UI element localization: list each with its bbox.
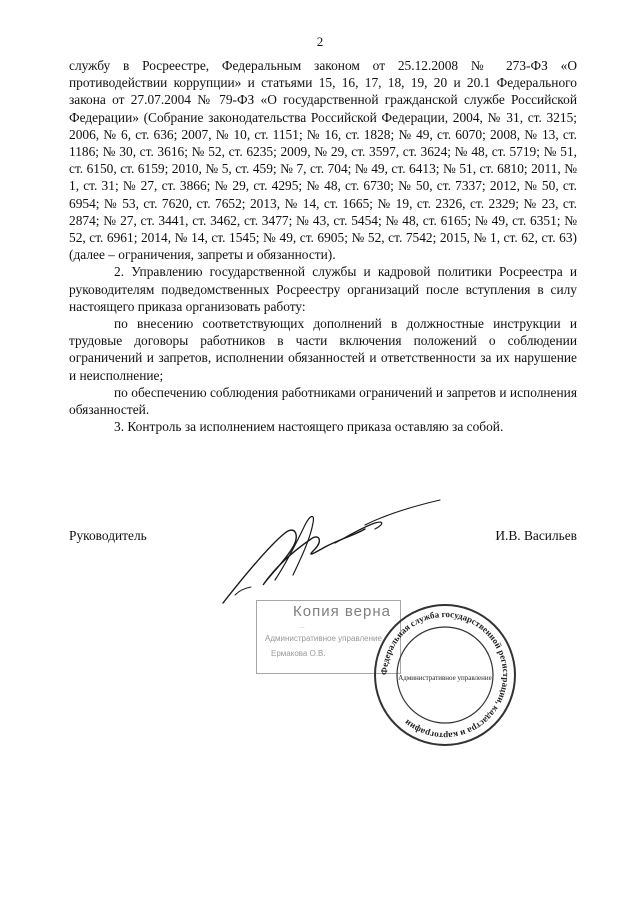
paragraph-4: по обеспечению соблюдения работниками ограничений и запретов и исполнения обязанностей. <box>69 384 577 418</box>
paragraph-5: 3. Контроль за исполнением настоящего приказа оставляю за собой. <box>114 419 504 435</box>
stamp-line-3: Административное управление <box>265 634 382 643</box>
paragraph-1: службу в Росреестре, Федеральным законом от 25.12.2008 № 273-ФЗ «О противодействии коррупции» и статьями 15, 16, 17, 18, 19, 20 и 20.1 Федерального закона от 27.07.2004 № 79-ФЗ «О государственной гражданской службе Российской Федерации» (Собрание законодательства Российской Федерации, 2004, № 31, ст. 3215; 2006, № 6, ст. 636; 2007, № 10, ст. 1151; № 16, ст. 1828; № 49, ст. 6070; 2008, № 13, ст. 1186; № 30, ст. 3616; № 52, ст. 6235; 2009, № 29, ст. 3597, ст. 3624; № 48, ст. 5719; № 51, ст. 6150, ст. 6159; 2010, № 5, ст. 459; № 7, ст. 704; № 49, ст. 6413; № 51, ст. 6810; 2011, № 1, ст. 31; № 27, ст. 3866; № 29, ст. 4295; № 48, ст. 6730; № 50, ст. 7337; 2012, № 50, ст. 6954; № 53, ст. 7620, ст. 7652; 2013, № 14, ст. 1665; № 19, ст. 2326, ст. 2329; № 23, ст. 2874; № 27, ст. 3441, ст. 3462, ст. 3477; № 43, ст. 5454; № 48, ст. 6165; № 49, ст. 6351; № 52, ст. 6961; 2014, № 14, ст. 1545; № 49, ст. 6905; № 52, ст. 7542; 2015, № 1, ст. 62, ст. 63) (далее – ограничения, запреты и обязанности). <box>69 58 577 263</box>
paragraph-2: 2. Управлению государственной службы и кадровой политики Росреестра и руководителям подведомственных Росреестру организаций после вступления в силу настоящего приказа организовать работу: <box>69 264 577 314</box>
signatory-position: Руководитель <box>69 528 147 543</box>
signatory-name: И.В. Васильев <box>495 528 577 543</box>
seal-inner-text: Административное управление <box>398 674 492 682</box>
stamp-line-4: Ермакова О.В. <box>271 649 326 658</box>
seal-ring-text: Федеральная служба государственной регистрации, кадастра и картографии <box>378 608 512 742</box>
handwritten-signature <box>215 495 445 610</box>
official-seal <box>370 600 520 750</box>
page-number: 2 <box>316 34 324 49</box>
document-body <box>69 57 577 435</box>
paragraph-3: по внесению соответствующих дополнений в должностные инструкции и трудовые договоры работников в части включения положений о соблюдении ограничений и запретов, исполнении обязанностей и ответственности за их нарушение и неисполнение; <box>69 316 577 383</box>
stamp-line-2: ... <box>299 623 305 630</box>
stamp-title: Копия верна <box>293 603 391 620</box>
